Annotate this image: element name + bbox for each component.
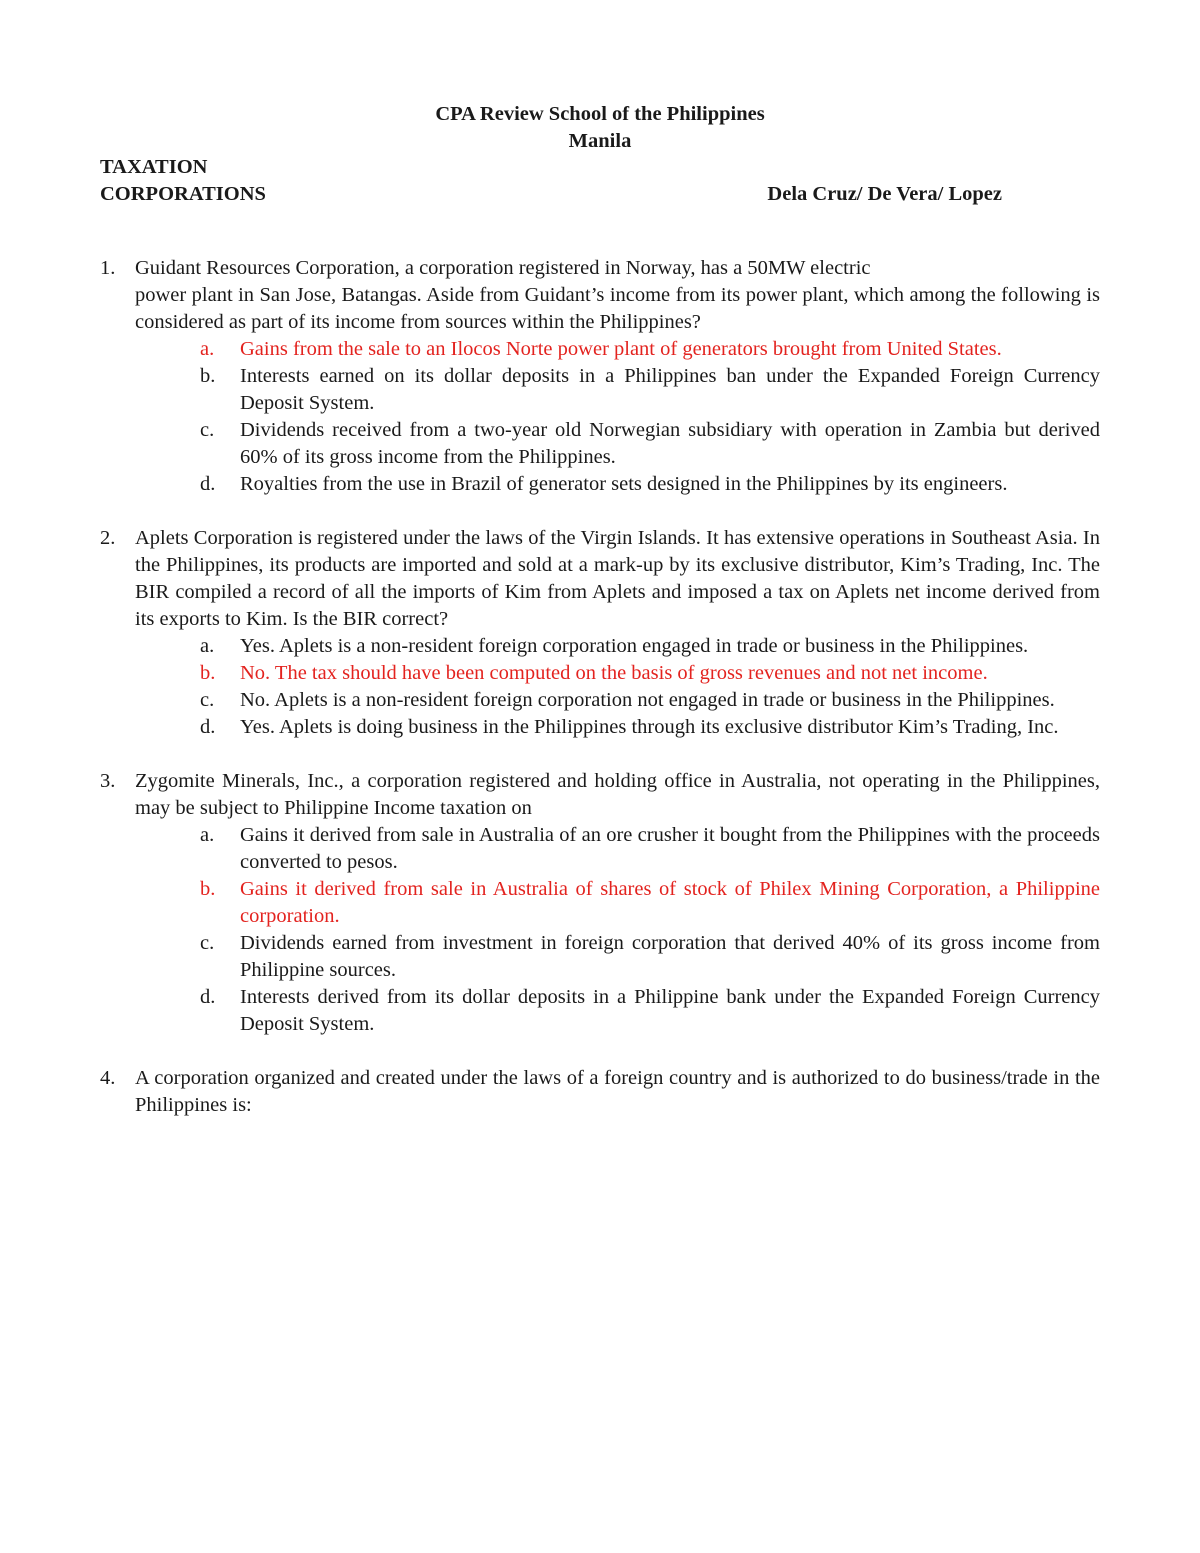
question-stem <box>135 255 1100 336</box>
choice-text: Gains it derived from sale in Australia of an ore crusher it bought from the Philippines with the proceeds converted to pesos. <box>240 824 1100 873</box>
choice-d <box>200 471 1100 498</box>
choice-letter: b. <box>200 365 216 387</box>
subject-title: TAXATION <box>100 156 208 178</box>
choice-letter: b. <box>200 662 216 684</box>
choice-list <box>200 822 1100 1038</box>
choice-letter: b. <box>200 878 216 900</box>
choice-text: Dividends received from a two-year old Norwegian subsidiary with operation in Zambia but derived 60% of its gross income from the Philippines. <box>240 419 1100 468</box>
choice-letter: d. <box>200 986 216 1008</box>
school-name: CPA Review School of the Philippines <box>435 103 765 125</box>
choice-c <box>200 930 1100 984</box>
authors: Dela Cruz/ De Vera/ Lopez <box>767 183 1002 205</box>
question-3 <box>100 768 1100 1038</box>
choice-list <box>200 633 1100 741</box>
subject-block <box>100 154 266 208</box>
city-name: Manila <box>568 130 632 152</box>
choice-text: Yes. Aplets is a non-resident foreign corporation engaged in trade or business in the Philippines. <box>240 635 1029 657</box>
question-4 <box>100 1065 1100 1119</box>
choice-letter: a. <box>200 824 215 846</box>
topic-title: CORPORATIONS <box>100 183 266 205</box>
choice-text: Interests derived from its dollar deposits in a Philippine bank under the Expanded Foreign Currency Deposit System. <box>240 986 1100 1035</box>
choice-c <box>200 417 1100 471</box>
choice-text: Dividends earned from investment in foreign corporation that derived 40% of its gross income from Philippine sources. <box>240 932 1100 981</box>
choice-text: Royalties from the use in Brazil of generator sets designed in the Philippines by its engineers. <box>240 473 1008 495</box>
choice-text: Gains from the sale to an Ilocos Norte power plant of generators brought from United States. <box>240 338 1002 360</box>
choice-letter: c. <box>200 419 215 441</box>
choice-b <box>200 876 1100 930</box>
question-stem: A corporation organized and created under the laws of a foreign country and is authorized to do business/trade in the Philippines is: <box>135 1067 1100 1116</box>
choice-c <box>200 687 1100 714</box>
choice-a <box>200 822 1100 876</box>
choice-letter: c. <box>200 932 215 954</box>
choice-letter: d. <box>200 716 216 738</box>
choice-d <box>200 984 1100 1038</box>
choice-letter: a. <box>200 338 215 360</box>
choice-letter: a. <box>200 635 215 657</box>
choice-a <box>200 633 1100 660</box>
choice-letter: d. <box>200 473 216 495</box>
choice-text: Gains it derived from sale in Australia of shares of stock of Philex Mining Corporation, a Philippine corporation. <box>240 878 1100 927</box>
choice-letter: c. <box>200 689 215 711</box>
choice-text: Yes. Aplets is doing business in the Philippines through its exclusive distributor Kim’s Trading, Inc. <box>240 716 1059 738</box>
question-2 <box>100 525 1100 741</box>
question-stem-line: Guidant Resources Corporation, a corporation registered in Norway, has a 50MW electric <box>135 257 871 279</box>
choice-b <box>200 660 1100 687</box>
choice-text: Interests earned on its dollar deposits in a Philippines ban under the Expanded Foreign Currency Deposit System. <box>240 365 1100 414</box>
question-stem-rest: power plant in San Jose, Batangas. Aside from Guidant’s income from its power plant, which among the following is considered as part of its income from sources within the Philippines? <box>135 284 1100 333</box>
question-list <box>100 255 1100 1146</box>
choice-d <box>200 714 1100 741</box>
question-number: 1. <box>100 257 116 279</box>
question-stem: Zygomite Minerals, Inc., a corporation registered and holding office in Australia, not operating in the Philippines, may be subject to Philippine Income taxation on <box>135 770 1100 819</box>
question-number: 2. <box>100 527 116 549</box>
question-number: 4. <box>100 1067 116 1089</box>
choice-a <box>200 336 1100 363</box>
choice-b <box>200 363 1100 417</box>
question-1 <box>100 255 1100 498</box>
choice-text: No. The tax should have been computed on the basis of gross revenues and not net income. <box>240 662 988 684</box>
question-number: 3. <box>100 770 116 792</box>
choice-list <box>200 336 1100 498</box>
document-header <box>0 101 1200 155</box>
choice-text: No. Aplets is a non-resident foreign corporation not engaged in trade or business in the Philippines. <box>240 689 1055 711</box>
question-stem: Aplets Corporation is registered under the laws of the Virgin Islands. It has extensive operations in Southeast Asia. In the Philippines, its products are imported and sold at a mark-up by its exclusive distributor, Kim’s Trading, Inc. The BIR compiled a record of all the imports of Kim from Aplets and imposed a tax on Aplets net income derived from its exports to Kim. Is the BIR correct? <box>135 527 1100 630</box>
